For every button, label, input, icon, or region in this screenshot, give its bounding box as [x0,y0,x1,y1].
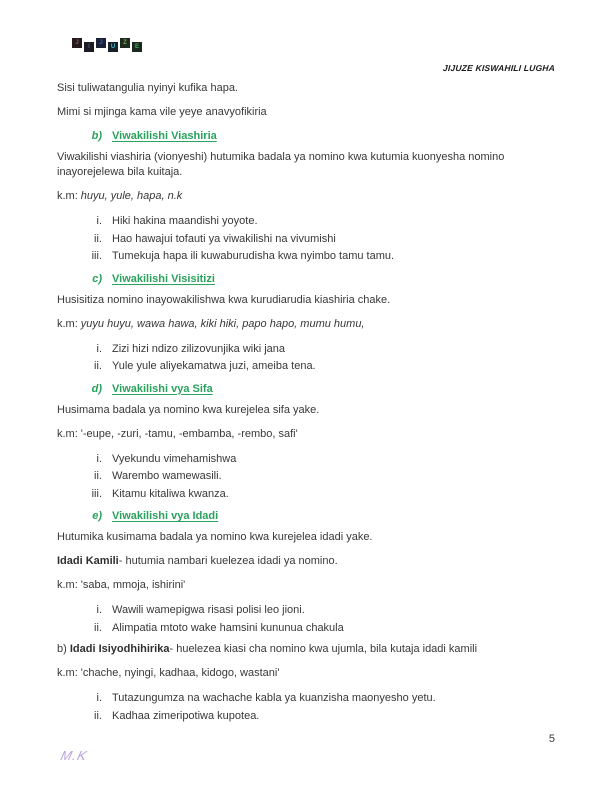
list-item-text: Tutazungumza na wachache kabla ya kuanzisha maonyesho yetu. [112,692,436,704]
section-title: Viwakilishi vya Sifa [112,382,213,395]
example-line-sifa [57,427,555,442]
list-item-text: Warembo wamewasili. [112,470,222,482]
section-letter: e) [92,510,102,522]
intro-line-1: Sisi tuliwatangulia nyinyi kufika hapa. [57,82,238,94]
list-marker: i. [96,692,102,704]
brand-title: JIJUZE KISWAHILI LUGHA [442,63,556,73]
example-line-isiyodhihirika [57,666,555,681]
list-item [57,231,555,249]
logo-square: E [132,42,142,52]
section-title: Viwakilishi Visisitizi [112,272,215,285]
list-item-text: Kadhaa zimeripotiwa kupotea. [112,709,260,722]
roman-list-viashiria [57,213,555,266]
list-item [57,620,555,638]
list-item [57,213,555,231]
list-marker: ii. [94,232,102,245]
list-item [57,451,555,469]
list-marker: ii. [94,360,102,372]
section-heading-visisitizi [57,271,555,288]
list-marker: ii. [94,621,102,634]
roman-list-kamili [57,602,555,637]
example-line-kamili [57,578,555,593]
list-marker: i. [96,604,102,616]
list-item [57,602,555,620]
page-header [57,36,555,76]
section-desc-visisitizi: Husisitiza nomino inayowakilishwa kwa kurudiarudia kiashiria chake. [57,293,391,306]
page-number: 5 [548,733,555,745]
roman-list-visisitizi [57,341,555,376]
list-item-text: Hao hawajui tofauti ya viwakilishi na vivumishi [112,232,336,245]
author-signature: M.K [59,748,89,763]
idadi-isiyodhihirika-desc [57,642,555,657]
list-marker: i. [96,342,102,355]
idadi-kamili-desc [57,554,555,569]
list-item-text: Hiki hakina maandishi yoyote. [112,215,258,227]
example-items: yuyu huyu, wawa hawa, kiki hiki, papo hapo, mumu humu, [80,317,365,330]
list-marker: ii. [94,470,102,482]
section-desc-viashiria: Viwakilishi viashiria (vionyeshi) hutumika badala ya nomino kwa kutumia kuonyesha nomino inayorejelewa bila kuitaja. [57,151,505,178]
example-items: '-eupe, -zuri, -tamu, -embamba, -rembo, safi' [80,427,298,440]
roman-list-isiyodhihirika [57,690,555,725]
section-desc-idadi: Hutumika kusimama badala ya nomino kwa kurejelea idadi yake. [57,531,373,543]
list-item [57,486,555,504]
list-marker: i. [96,215,102,227]
idadi-isiyodhihirika-prefix: b) [57,643,70,655]
logo-square: Z [120,38,130,48]
list-marker: i. [96,452,102,465]
list-item-text: Vyekundu vimehamishwa [112,452,237,465]
list-item [57,468,555,486]
idadi-kamili-rest: - hutumia nambari kuelezea idadi ya nomino. [118,555,338,567]
section-letter: d) [91,382,102,395]
section-title: Viwakilishi vya Idadi [112,510,219,522]
example-line-visisitizi [57,317,555,332]
example-label: k.m: [57,579,78,591]
idadi-isiyodhihirika-lead: Idadi Isiyodhihirika [69,643,170,655]
idadi-kamili-lead: Idadi Kamili [57,555,119,567]
list-item [57,708,555,726]
list-marker: ii. [94,709,102,722]
brand-logo-icon [72,38,142,48]
example-items: 'chache, nyingi, kadhaa, kidogo, wastani' [80,667,280,679]
section-letter: c) [92,272,102,285]
logo-square: U [108,42,118,52]
section-heading-viashiria [57,128,555,145]
list-item [57,248,555,266]
section-heading-sifa [57,381,555,398]
logo-square: J [72,38,82,48]
logo-square: I [84,42,94,52]
roman-list-sifa [57,451,555,504]
example-items: huyu, yule, hapa, n.k [80,190,183,202]
example-label: k.m: [57,667,78,679]
section-heading-idadi [57,508,555,525]
idadi-isiyodhihirika-rest: - huelezea kiasi cha nomino kwa ujumla, bila kutaja idadi kamili [169,643,478,655]
logo-square: J [96,38,106,48]
example-label: k.m: [57,317,78,330]
example-items: 'saba, mmoja, ishirini' [80,579,186,591]
list-item-text: Kitamu kitaliwa kwanza. [112,487,229,500]
list-marker: iii. [91,487,102,500]
list-item [57,358,555,376]
section-desc-sifa: Husimama badala ya nomino kwa kurejelea sifa yake. [57,403,320,416]
list-item-text: Wawili wamepigwa risasi polisi leo jioni. [112,604,305,616]
list-item-text: Yule yule aliyekamatwa juzi, ameiba tena. [112,360,316,372]
list-item-text: Zizi hizi ndizo zilizovunjika wiki jana [112,342,286,355]
section-letter: b) [91,130,102,142]
list-item [57,690,555,708]
intro-line-2: Mimi si mjinga kama vile yeye anavyofikiria [57,106,267,118]
list-marker: iii. [91,250,102,262]
example-label: k.m: [57,190,78,202]
example-label: k.m: [57,427,78,440]
example-line-viashiria [57,189,555,204]
list-item-text: Tumekuja hapa ili kuwaburudisha kwa nyimbo tamu tamu. [112,250,395,262]
section-title: Viwakilishi Viashiria [112,130,217,142]
list-item [57,341,555,359]
list-item-text: Alimpatia mtoto wake hamsini kununua chakula [112,621,344,634]
